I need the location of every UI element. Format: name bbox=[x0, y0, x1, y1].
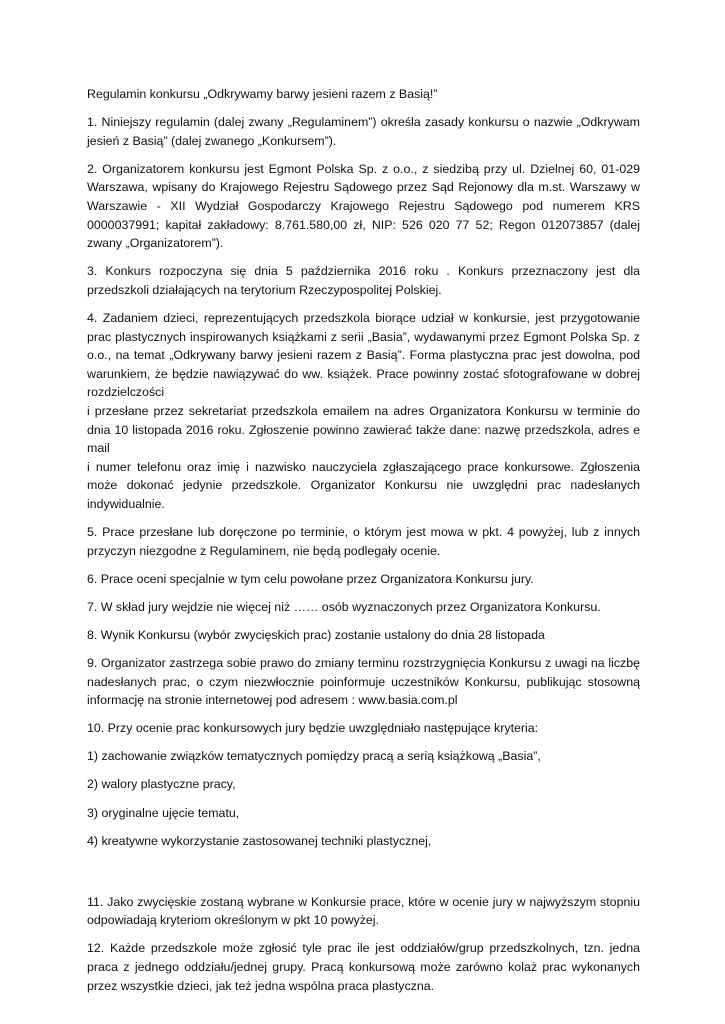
criterion-1: 1) zachowanie związków tematycznych pomiędzy pracą a serią książkową „Basia”, bbox=[87, 749, 541, 764]
paragraph-6: 6. Prace oceni specjalnie w tym celu powołane przez Organizatora Konkursu jury. bbox=[87, 571, 534, 586]
paragraph-4-part-c: i numer telefonu oraz imię i nazwisko nauczyciela zgłaszającego prace konkursowe. Zgłoszenia może dokonać jedynie przedszkole. Organizator Konkursu nie uwzględni prac nadesłanych indywidualnie. bbox=[87, 459, 640, 511]
paragraph-10: 10. Przy ocenie prac konkursowych jury będzie uwzględniało następujące kryteria: bbox=[87, 721, 539, 736]
paragraph-5: 5. Prace przesłane lub doręczone po terminie, o którym jest mowa w pkt. 4 powyżej, lub z innych przyczyn niezgodne z Regulaminem, nie będą podlegały ocenie. bbox=[87, 524, 640, 558]
spacer bbox=[87, 860, 640, 893]
paragraph-8: 8. Wynik Konkursu (wybór zwycięskich prac) zostanie ustalony do dnia 28 listopada bbox=[87, 627, 545, 642]
criterion-4: 4) kreatywne wykorzystanie zastosowanej techniki plastycznej, bbox=[87, 833, 432, 848]
paragraph-3: 3. Konkurs rozpoczyna się dnia 5 października 2016 roku . Konkurs przeznaczony jest dla przedszkoli działających na terytorium Rzeczypospolitej Polskiej. bbox=[87, 264, 640, 297]
criterion-2: 2) walory plastyczne pracy, bbox=[87, 777, 236, 792]
paragraph-4 bbox=[87, 309, 640, 514]
criterion-3: 3) oryginalne ujęcie tematu, bbox=[87, 805, 240, 820]
paragraph-9: 9. Organizator zastrzega sobie prawo do zmiany terminu rozstrzygnięcia Konkursu z uwagi na liczbę nadesłanych prac, o czym niezwłocznie poinformuje uczestników Konkursu, publikując stosowną informację na stronie internetowej pod adresem : www.basia.com.pl bbox=[87, 655, 640, 708]
paragraph-1: 1. Niniejszy regulamin (dalej zwany „Regulaminem”) określa zasady konkursu o nazwie „Odkrywam jesień z Basią” (dalej zwanego „Konkursem”). bbox=[87, 115, 640, 148]
paragraph-4-part-b: i przesłane przez sekretariat przedszkola emailem na adres Organizatora Konkursu w terminie do dnia 10 listopada 2016 roku. Zgłoszenie powinno zawierać także dane: nazwę przedszkola, adres e mail bbox=[87, 403, 640, 456]
document-title: Regulamin konkursu „Odkrywamy barwy jesieni razem z Basią!” bbox=[87, 87, 438, 101]
paragraph-7: 7. W skład jury wejdzie nie więcej niż …… osób wyznaczonych przez Organizatora Konkursu. bbox=[87, 599, 601, 614]
paragraph-4-part-a: 4. Zadaniem dzieci, reprezentujących przedszkola biorące udział w konkursie, jest przygotowanie prac plastycznych inspirowanych książkami z serii „Basia”, wydawanymi przez Egmont Polska Sp. z o.o., na temat „Odkrywany barwy jesieni razem z Basią”. Forma plastyczna prac jest dowolna, pod warunkiem, że będzie nawiązywać do ww. książek. Prace powinny zostać sfotografowane w dobrej rozdzielczości bbox=[87, 310, 640, 400]
paragraph-11: 11. Jako zwycięskie zostaną wybrane w Konkursie prace, które w ocenie jury w najwyższym stopniu odpowiadają kryteriom określonym w pkt 10 powyżej. bbox=[87, 894, 640, 928]
paragraph-2: 2. Organizatorem konkursu jest Egmont Polska Sp. z o.o., z siedzibą przy ul. Dzielnej 60, 01-029 Warszawa, wpisany do Krajowego Rejestru Sądowego przez Sąd Rejonowy dla m.st. Warszawy w Warszawie - XII Wydział Gospodarczy Krajowego Rejestru Sądowego pod numerem KRS 0000037991; kapitał zakładowy: 8.761.580,00 zł, NIP: 526 020 77 52; Regon 012073857 (dalej zwany „Organizatorem”). bbox=[87, 161, 640, 251]
paragraph-12: 12. Każde przedszkole może zgłosić tyle prac ile jest oddziałów/grup przedszkolnych, tzn. jedna praca z jednego oddziału/jednej grupy. Pracą konkursową może zarówno kolaż prac wykonanych przez wszystkie dzieci, jak też jedna wspólna praca plastyczna. bbox=[87, 941, 640, 993]
document-page bbox=[87, 85, 640, 1005]
